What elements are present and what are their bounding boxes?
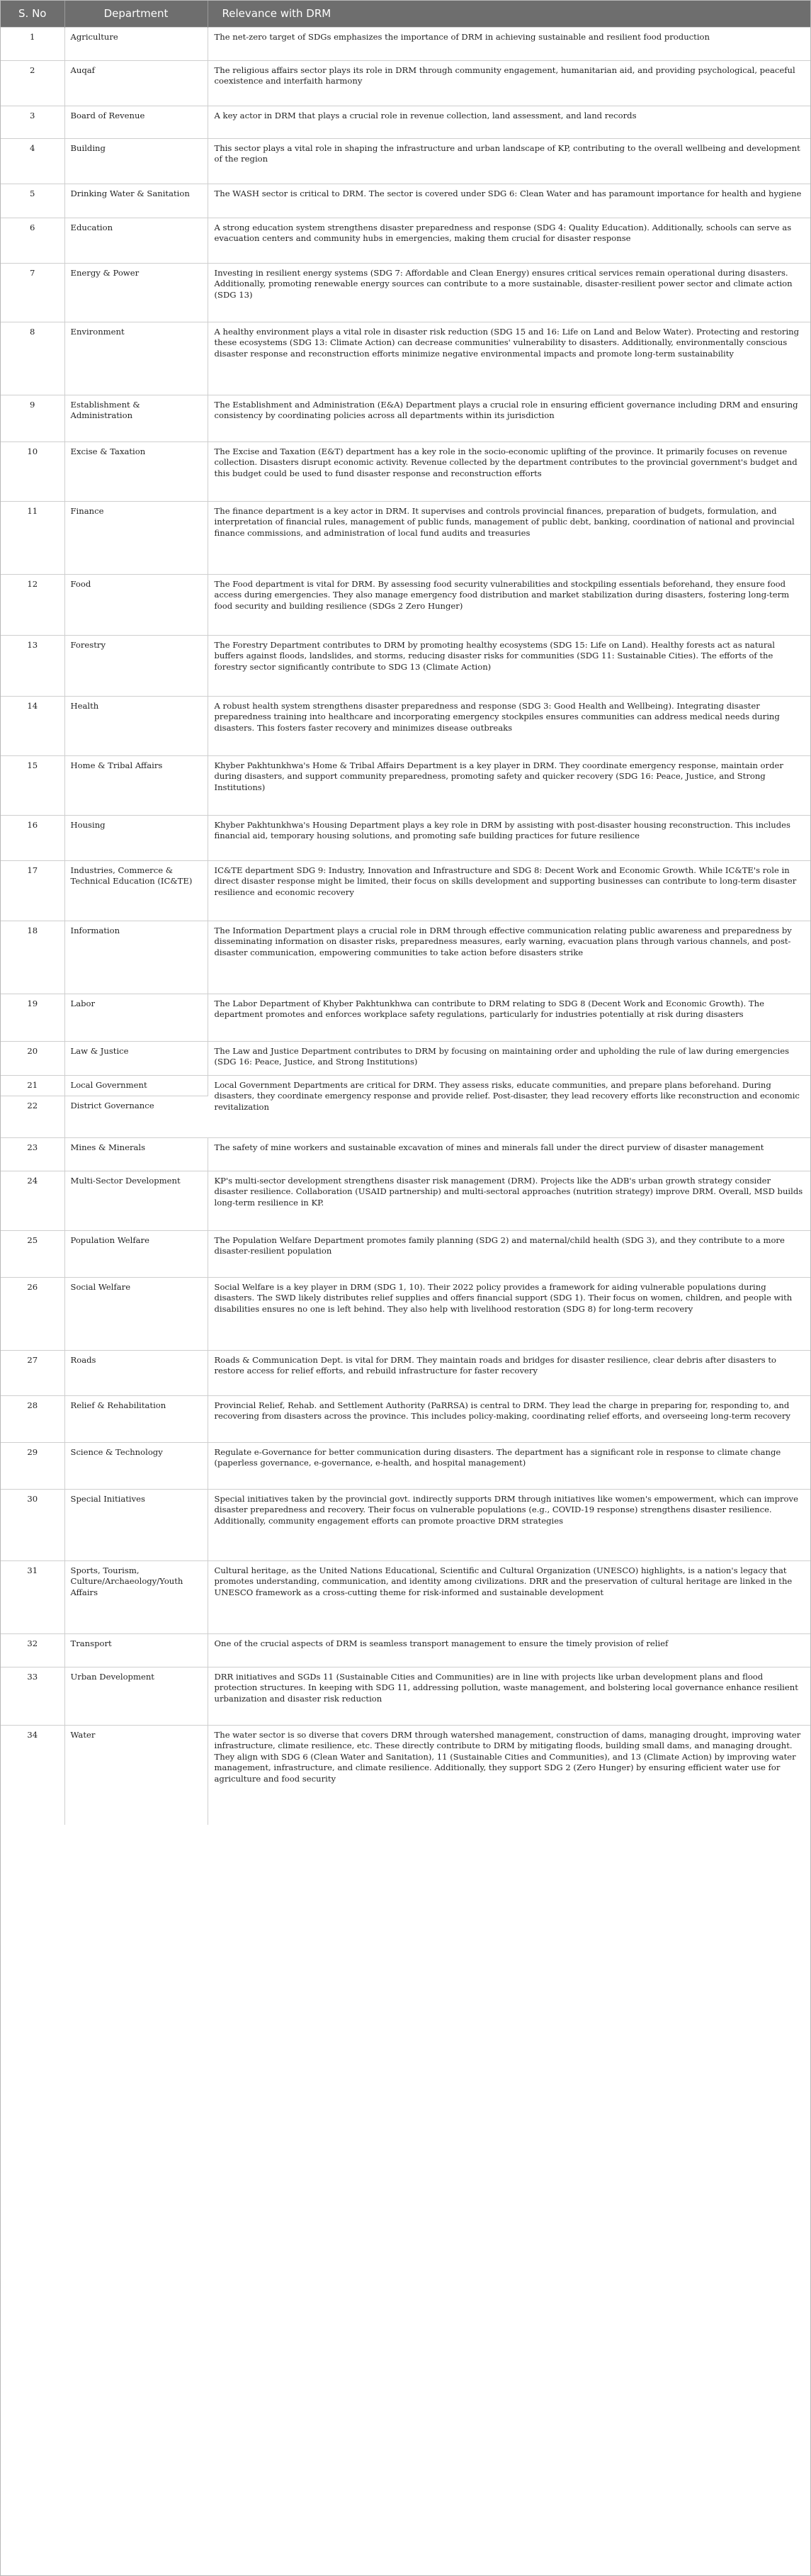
serial-number-cell: 23: [1, 1137, 64, 1171]
relevance-text: The Labor Department of Khyber Pakhtunkhwa can contribute to DRM relating to SDG 8 (Decent Work and Economic Growth). The department promotes and enforces workplace safety regulations, particularly for industries potentially at risk during disasters: [214, 998, 764, 1019]
department-cell: Industries, Commerce & Technical Education (IC&TE): [64, 860, 208, 921]
serial-number-cell: 11: [1, 501, 64, 574]
relevance-cell: [208, 1633, 810, 1667]
table-row: [1, 696, 810, 755]
header-serial-number: S. No: [1, 1, 64, 27]
table-row: [1, 1395, 810, 1442]
relevance-cell: [208, 1350, 810, 1395]
relevance-cell: [208, 994, 810, 1041]
relevance-text: A robust health system strengthens disaster preparedness and response (SDG 3: Good Health and Wellbeing). Integrating disaster preparedness training into healthcare and incorporating emergency stockpiles ensures communities can address medical needs during disasters. This fosters faster recovery and minimizes disease outbreaks: [214, 700, 780, 733]
department-cell: Water: [64, 1725, 208, 1825]
serial-number-cell: 9: [1, 395, 64, 441]
serial-number-cell: 32: [1, 1633, 64, 1667]
relevance-text: The Establishment and Administration (E&A) Department plays a crucial role in ensuring efficient governance including DRM and ensuring consistency by coordinating policies across all departments within its jurisdiction: [214, 399, 798, 420]
relevance-cell: [208, 60, 810, 106]
table-row: [1, 1489, 810, 1560]
header-relevance: Relevance with DRM: [208, 1, 810, 27]
table-row: [1, 1725, 810, 1825]
table-row: [1, 860, 810, 921]
relevance-text: Provincial Relief, Rehab. and Settlement Authority (PaRRSA) is central to DRM. They lead the charge in preparing for, responding to, and recovering from disasters across the province. This includes policy-making, coordinating relief efforts, and overseeing long-term recovery: [214, 1400, 790, 1421]
serial-number-cell: 25: [1, 1230, 64, 1277]
relevance-cell: [208, 106, 810, 138]
relevance-text: The WASH sector is critical to DRM. The sector is covered under SDG 6: Clean Water and has paramount importance for health and hygiene: [214, 188, 802, 198]
table-row: [1, 574, 810, 635]
department-cell: Mines & Minerals: [64, 1137, 208, 1171]
relevance-text: Local Government Departments are critical for DRM. They assess risks, educate communities, and prepare plans beforehand. During disasters, they coordinate emergency response and provide relief. Post-disaster, they lead recovery efforts like reconstruction and economic revitalization: [214, 1079, 800, 1112]
department-cell: Agriculture: [64, 27, 208, 60]
department-cell: Housing: [64, 815, 208, 860]
relevance-cell: [208, 263, 810, 322]
table-row: [1, 1137, 810, 1171]
serial-number-cell: 10: [1, 441, 64, 501]
table-row: [1, 994, 810, 1041]
serial-number-cell: 18: [1, 921, 64, 994]
relevance-cell: [208, 501, 810, 574]
table-row: [1, 1075, 810, 1096]
table-row: [1, 184, 810, 218]
department-cell: Transport: [64, 1633, 208, 1667]
relevance-text: The Information Department plays a crucial role in DRM through effective communication relating public awareness and preparedness by disseminating information on disaster risks, preparedness measures, early warning, evacuation plans through various channels, and post-disaster communication, empowering communities to take action before disasters strike: [214, 925, 792, 957]
department-cell: Establishment & Administration: [64, 395, 208, 441]
relevance-cell: [208, 27, 810, 60]
table-row: [1, 138, 810, 184]
serial-number-cell: 22: [1, 1096, 64, 1137]
serial-number-cell: 13: [1, 635, 64, 696]
table-row: [1, 1041, 810, 1075]
relevance-text: Roads & Communication Dept. is vital for DRM. They maintain roads and bridges for disaster resilience, clear debris after disasters to restore access for relief efforts, and rebuild infrastructure for faster recovery: [214, 1354, 777, 1376]
serial-number-cell: 3: [1, 106, 64, 138]
serial-number-cell: 8: [1, 322, 64, 395]
table-row: [1, 218, 810, 263]
table-row: [1, 322, 810, 395]
serial-number-cell: 7: [1, 263, 64, 322]
department-cell: Building: [64, 138, 208, 184]
relevance-cell: [208, 1230, 810, 1277]
relevance-text: DRR initiatives and SGDs 11 (Sustainable Cities and Communities) are in line with projects like urban development plans and flood protection structures. In keeping with SDG 11, addressing pollution, waste management, and bolstering local governance enhance resilient urbanization and disaster risk reduction: [214, 1671, 798, 1704]
table-row: [1, 1230, 810, 1277]
department-cell: Special Initiatives: [64, 1489, 208, 1560]
relevance-text: Special initiatives taken by the provincial govt. indirectly supports DRM through initiatives like women's empowerment, which can improve disaster preparedness and recovery. Their focus on vulnerable populations (e.g., COVID-19 response) strengthens disaster resilience. Additionally, community engagement efforts can promote proactive DRM strategies: [214, 1493, 798, 1526]
department-cell: Multi-Sector Development: [64, 1171, 208, 1230]
table-row: [1, 1277, 810, 1350]
relevance-cell: [208, 218, 810, 263]
table-row: [1, 27, 810, 60]
department-cell: Finance: [64, 501, 208, 574]
header-row: [1, 1, 810, 27]
serial-number-cell: 21: [1, 1075, 64, 1096]
relevance-cell: [208, 574, 810, 635]
serial-number-cell: 31: [1, 1560, 64, 1633]
relevance-cell: [208, 1171, 810, 1230]
relevance-text: Investing in resilient energy systems (SDG 7: Affordable and Clean Energy) ensures critical services remain operational during disasters. Additionally, promoting renewable energy sources can contribute to a more sustainable, disaster-resilient power sector and climate action (SDG 13): [214, 267, 793, 300]
department-cell: District Governance: [64, 1096, 208, 1137]
table-row: [1, 815, 810, 860]
relevance-text: This sector plays a vital role in shaping the infrastructure and urban landscape of KP, contributing to the overall wellbeing and development of the region: [214, 142, 800, 164]
table-body: [1, 27, 810, 1825]
department-cell: Social Welfare: [64, 1277, 208, 1350]
relevance-cell: [208, 322, 810, 395]
table-row: [1, 921, 810, 994]
relevance-text: The Forestry Department contributes to DRM by promoting healthy ecosystems (SDG 15: Life on Land). Healthy forests act as natural buffers against floods, landslides, and storms, reducing disaster risks for communities (SDG 11: Sustainable Cities). The efforts of the forestry sector significantly contribute to SDG 13 (Climate Action): [214, 639, 775, 672]
table-row: [1, 1171, 810, 1230]
department-cell: Law & Justice: [64, 1041, 208, 1075]
relevance-cell: [208, 441, 810, 501]
serial-number-cell: 2: [1, 60, 64, 106]
relevance-cell: [208, 395, 810, 441]
relevance-cell: [208, 1560, 810, 1633]
relevance-cell: [208, 921, 810, 994]
serial-number-cell: 19: [1, 994, 64, 1041]
serial-number-cell: 33: [1, 1667, 64, 1725]
relevance-text: Social Welfare is a key player in DRM (SDG 1, 10). Their 2022 policy provides a framework for aiding vulnerable populations during disasters. The SWD likely distributes relief supplies and offers financial support (SDG 1). Their focus on women, children, and people with disabilities ensures no one is left behind. They also help with livelihood restoration (SDG 8) for long-term recovery: [214, 1281, 793, 1314]
relevance-cell: [208, 696, 810, 755]
relevance-text: The Excise and Taxation (E&T) department has a key role in the socio-economic uplifting of the province. It primarily focuses on revenue collection. Disasters disrupt economic activity. Revenue collected by the department contributes to the provincial government's budget and this budget could be used to fund disaster response and reconstruction efforts: [214, 446, 798, 478]
relevance-text: Khyber Pakhtunkhwa's Home & Tribal Affairs Department is a key player in DRM. They coordinate emergency response, maintain order during disasters, and support community preparedness, promoting safety and quicker recovery (SDG 16: Peace, Justice, and Strong Institutions): [214, 760, 783, 792]
department-cell: Roads: [64, 1350, 208, 1395]
relevance-cell: [208, 1442, 810, 1489]
relevance-cell: [208, 138, 810, 184]
relevance-cell: [208, 755, 810, 815]
table-row: [1, 1667, 810, 1725]
serial-number-cell: 17: [1, 860, 64, 921]
department-cell: Urban Development: [64, 1667, 208, 1725]
relevance-cell: [208, 1395, 810, 1442]
serial-number-cell: 30: [1, 1489, 64, 1560]
relevance-text: A key actor in DRM that plays a crucial role in revenue collection, land assessment, and land records: [214, 110, 637, 120]
relevance-text: The Population Welfare Department promotes family planning (SDG 2) and maternal/child health (SDG 3), and they contribute to a more disaster-resilient population: [214, 1234, 785, 1256]
department-cell: Drinking Water & Sanitation: [64, 184, 208, 218]
serial-number-cell: 34: [1, 1725, 64, 1825]
department-cell: Local Government: [64, 1075, 208, 1096]
department-cell: Food: [64, 574, 208, 635]
serial-number-cell: 26: [1, 1277, 64, 1350]
table-header: [1, 1, 810, 27]
department-cell: Education: [64, 218, 208, 263]
relevance-cell: [208, 1277, 810, 1350]
department-cell: Board of Revenue: [64, 106, 208, 138]
relevance-text: A strong education system strengthens disaster preparedness and response (SDG 4: Quality Education). Additionally, schools can serve as evacuation centers and community hubs in emergencies, making them crucial for disaster response: [214, 222, 792, 243]
department-cell: Forestry: [64, 635, 208, 696]
serial-number-cell: 1: [1, 27, 64, 60]
serial-number-cell: 6: [1, 218, 64, 263]
relevance-text: Khyber Pakhtunkhwa's Housing Department plays a key role in DRM by assisting with post-disaster housing reconstruction. This includes financial aid, temporary housing solutions, and promoting safe building practices for future resilience: [214, 819, 790, 840]
department-cell: Excise & Taxation: [64, 441, 208, 501]
relevance-text: Cultural heritage, as the United Nations Educational, Scientific and Cultural Organization (UNESCO) highlights, is a nation's legacy that promotes understanding, communication, and identity among civilizations. DRR and the preservation of cultural heritage are linked in the UNESCO framework as a cross-cutting theme for risk-informed and sustainable development: [214, 1565, 793, 1597]
serial-number-cell: 4: [1, 138, 64, 184]
relevance-cell: [208, 1667, 810, 1725]
relevance-cell: [208, 815, 810, 860]
relevance-text: KP's multi-sector development strengthens disaster risk management (DRM). Projects like the ADB's urban growth strategy consider disaster resilience. Collaboration (USAID partnership) and multi-sectoral approaches (nutrition strategy) improve DRM. Overall, MSD builds long-term resilience in KP.: [214, 1175, 803, 1208]
table-row: [1, 1633, 810, 1667]
department-cell: Information: [64, 921, 208, 994]
department-cell: Environment: [64, 322, 208, 395]
serial-number-cell: 15: [1, 755, 64, 815]
table-row: [1, 1350, 810, 1395]
table-row: [1, 441, 810, 501]
table-row: [1, 755, 810, 815]
table-row: [1, 60, 810, 106]
table-row: [1, 635, 810, 696]
table-row: [1, 263, 810, 322]
relevance-cell: [208, 1041, 810, 1075]
relevance-cell: [208, 184, 810, 218]
department-cell: Sports, Tourism, Culture/Archaeology/Youth Affairs: [64, 1560, 208, 1633]
relevance-cell: [208, 1137, 810, 1171]
table-row: [1, 1560, 810, 1633]
serial-number-cell: 12: [1, 574, 64, 635]
serial-number-cell: 24: [1, 1171, 64, 1230]
relevance-text: The Law and Justice Department contributes to DRM by focusing on maintaining order and upholding the rule of law during emergencies (SDG 16: Peace, Justice, and Strong Institutions): [214, 1045, 790, 1067]
table-row: [1, 106, 810, 138]
relevance-cell: [208, 1075, 810, 1137]
serial-number-cell: 20: [1, 1041, 64, 1075]
serial-number-cell: 28: [1, 1395, 64, 1442]
serial-number-cell: 14: [1, 696, 64, 755]
relevance-text: The safety of mine workers and sustainable excavation of mines and minerals fall under the direct purview of disaster management: [214, 1142, 764, 1152]
department-cell: Population Welfare: [64, 1230, 208, 1277]
relevance-text: IC&TE department SDG 9: Industry, Innovation and Infrastructure and SDG 8: Decent Work and Economic Growth. While IC&TE's role in direct disaster response might be limited, their focus on skills development and supporting businesses can contribute to long-term disaster resilience and economic recovery: [214, 865, 797, 897]
serial-number-cell: 16: [1, 815, 64, 860]
department-cell: Energy & Power: [64, 263, 208, 322]
relevance-cell: [208, 860, 810, 921]
relevance-text: The finance department is a key actor in DRM. It supervises and controls provincial finances, preparation of budgets, formulation, and interpretation of financial rules, management of public funds, management of public debt, banking, coordination of national and provincial finance commissions, and administration of local fund audits and treasuries: [214, 505, 795, 538]
department-cell: Science & Technology: [64, 1442, 208, 1489]
relevance-text: The religious affairs sector plays its role in DRM through community engagement, humanitarian aid, and providing psychological, peaceful coexistence and interfaith harmony: [214, 64, 795, 86]
relevance-text: One of the crucial aspects of DRM is seamless transport management to ensure the timely provision of relief: [214, 1638, 669, 1648]
relevance-text: Regulate e-Governance for better communication during disasters. The department has a significant role in response to climate change (paperless governance, e-governance, e-health, and hospital management): [214, 1446, 781, 1468]
serial-number-cell: 5: [1, 184, 64, 218]
serial-number-cell: 29: [1, 1442, 64, 1489]
relevance-cell: [208, 635, 810, 696]
header-department: Department: [64, 1, 208, 27]
department-cell: Labor: [64, 994, 208, 1041]
table-row: [1, 501, 810, 574]
relevance-text: A healthy environment plays a vital role in disaster risk reduction (SDG 15 and 16: Life on Land and Below Water). Protecting and restoring these ecosystems (SDG 13: Climate Action) can decrease communities' vulnerability to disasters. Additionally, environmentally conscious disaster response and reconstruction efforts minimize negative environmental impacts and promote long-term sustainability: [214, 326, 800, 359]
relevance-cell: [208, 1725, 810, 1825]
department-cell: Health: [64, 696, 208, 755]
table-row: [1, 395, 810, 441]
serial-number-cell: 27: [1, 1350, 64, 1395]
department-cell: Auqaf: [64, 60, 208, 106]
relevance-text: The net-zero target of SDGs emphasizes the importance of DRM in achieving sustainable and resilient food production: [214, 31, 710, 42]
relevance-text: The water sector is so diverse that covers DRM through watershed management, construction of dams, managing drought, improving water infrastructure, climate resilience, etc. These directly contribute to DRM by mitigating floods, building small dams, and managing drought. They align with SDG 6 (Clean Water and Sanitation), 11 (Sustainable Cities and Communities), and 13 (Climate Action) by improving water management, infrastructure, and climate resilience. Additionally, they support SDG 2 (Zero Hunger) by ensuring efficient water use for agriculture and food security: [214, 1729, 801, 1784]
department-cell: Home & Tribal Affairs: [64, 755, 208, 815]
department-cell: Relief & Rehabilitation: [64, 1395, 208, 1442]
relevance-text: The Food department is vital for DRM. By assessing food security vulnerabilities and stockpiling essentials beforehand, they ensure food access during emergencies. They also manage emergency food distribution and market stabilization during disasters, fostering long-term food security and building resilience (SDGs 2 Zero Hunger): [214, 578, 790, 611]
table-row: [1, 1442, 810, 1489]
relevance-cell: [208, 1489, 810, 1560]
drm-departments-table: [1, 1, 810, 1825]
